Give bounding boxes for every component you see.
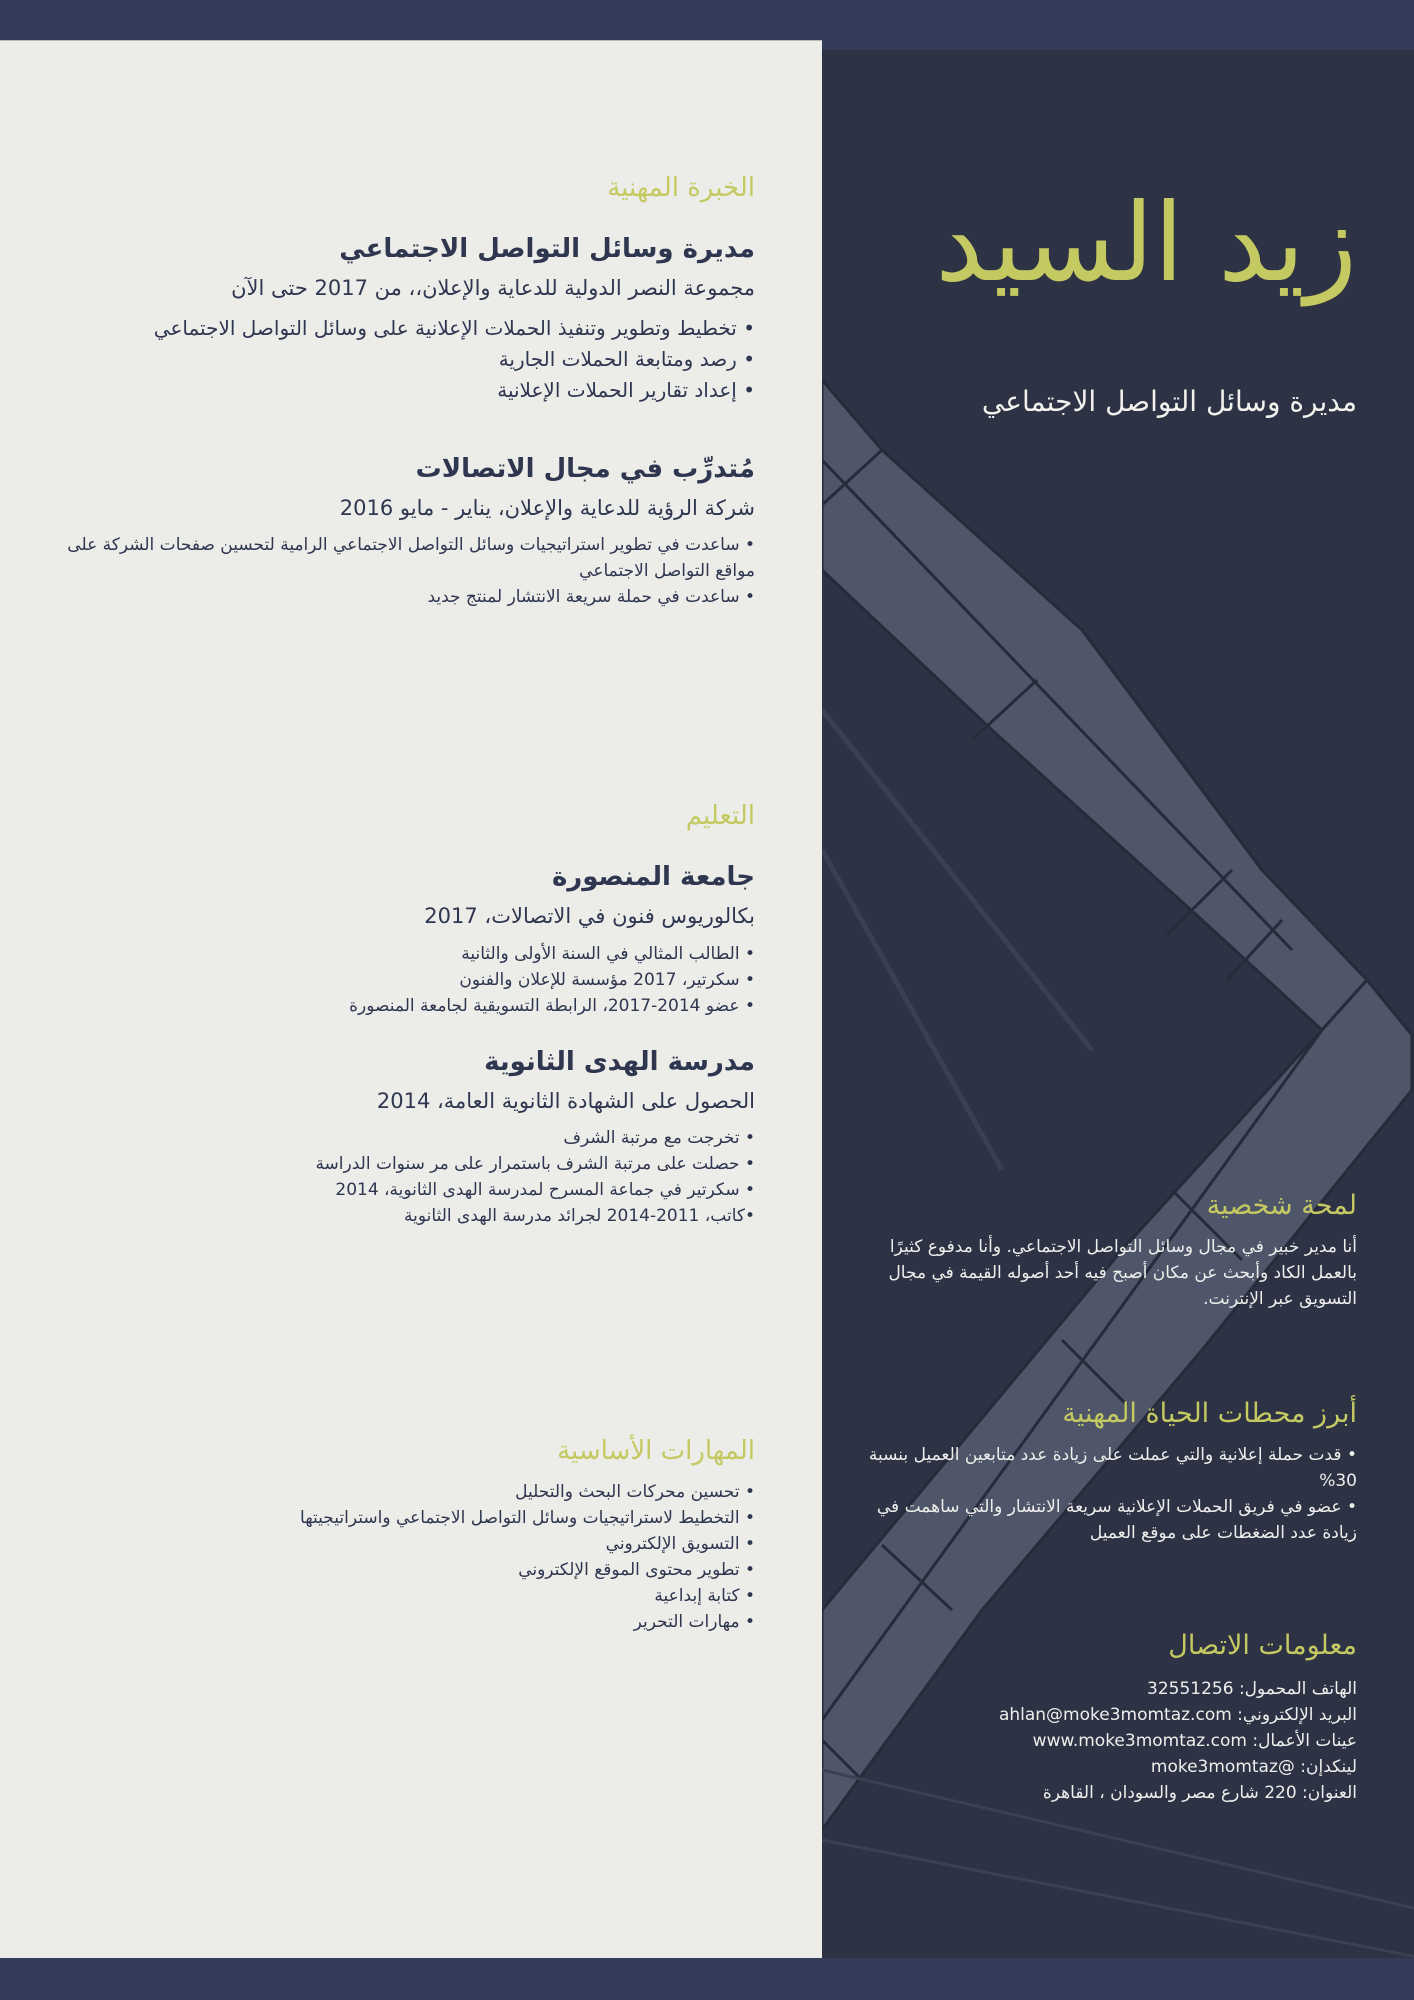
- contact-email: [857, 1702, 1357, 1728]
- skill-item: • تحسين محركات البحث والتحليل: [515, 1482, 755, 1503]
- portfolio-link[interactable]: www.moke3momtaz.com: [1032, 1731, 1247, 1752]
- school-bullet: • حصلت على مرتبة الشرف باستمرار على مر سنوات الدراسة: [315, 1154, 755, 1175]
- job-title: مُتدرِّب في مجال الاتصالات: [415, 453, 755, 484]
- job-bullets: [65, 313, 755, 406]
- skill-item: • التخطيط لاستراتيجيات وسائل التواصل الاجتماعي واستراتيجيتها: [300, 1508, 755, 1529]
- job-entry: [65, 234, 755, 405]
- school-bullet: • سكرتير في جماعة المسرح لمدرسة الهدى الثانوية، 2014: [335, 1180, 755, 1201]
- job-bullets: [65, 532, 755, 610]
- contact-linkedin: [857, 1754, 1357, 1780]
- job-bullet: • ساعدت في حملة سريعة الانتشار لمنتج جديد: [427, 587, 755, 608]
- profile-title: لمحة شخصية: [1206, 1190, 1357, 1221]
- school-bullet: •كاتب، 2011-2014 لجرائد مدرسة الهدى الثانوية: [404, 1206, 755, 1227]
- linkedin-label: لينكدإن:: [1294, 1757, 1357, 1778]
- job-company-dates: شركة الرؤية للدعاية والإعلان، يناير - مايو 2016: [339, 495, 755, 520]
- school-entry: [65, 862, 755, 1018]
- linkedin-link[interactable]: @moke3momtaz: [1150, 1757, 1295, 1778]
- candidate-role: مديرة وسائل التواصل الاجتماعي: [981, 385, 1357, 418]
- bottom-band: [0, 1958, 1414, 2000]
- contact-phone: [857, 1676, 1357, 1702]
- school-bullet: • تخرجت مع مرتبة الشرف: [563, 1128, 755, 1149]
- school-degree: بكالوريوس فنون في الاتصالات، 2017: [424, 904, 755, 929]
- profile-section: [857, 1190, 1357, 1312]
- skills-title: المهارات الأساسية: [557, 1436, 755, 1466]
- job-bullet: • إعداد تقارير الحملات الإعلانية: [497, 377, 755, 402]
- email-link[interactable]: ahlan@moke3momtaz.com: [998, 1705, 1232, 1726]
- address-value: 220 شارع مصر والسودان ، القاهرة: [1042, 1783, 1297, 1804]
- profile-text: أنا مدير خبير في مجال وسائل التواصل الاجتماعي. وأنا مدفوع كثيرًا بالعمل الكاد وأبحث عن مكان أصبح فيه أحد أصوله القيمة في مجال التسويق عبر الإنترنت.: [888, 1237, 1357, 1310]
- school-name: مدرسة الهدى الثانوية: [484, 1046, 755, 1077]
- job-bullet: • ساعدت في تطوير استراتيجيات وسائل التواصل الاجتماعي الرامية لتحسين صفحات الشركة على مواقع التواصل الاجتماعي: [67, 535, 755, 582]
- phone-label: الهاتف المحمول:: [1233, 1679, 1357, 1700]
- skills-section: [65, 1436, 755, 1635]
- experience-title: الخبرة المهنية: [607, 173, 755, 203]
- skills-list: [65, 1479, 755, 1635]
- job-company-dates: مجموعة النصر الدولية للدعاية والإعلان،، من 2017 حتى الآن: [231, 276, 755, 301]
- school-bullets: [65, 1125, 755, 1229]
- contact-section: [857, 1630, 1357, 1806]
- school-bullet: • عضو 2014-2017، الرابطة التسويقية لجامعة المنصورة: [349, 995, 755, 1016]
- highlight-item: • عضو في فريق الحملات الإعلانية سريعة الانتشار والتي ساهمت في زيادة عدد الضغطات على موقع العميل: [876, 1497, 1357, 1544]
- job-bullet: • رصد ومتابعة الحملات الجارية: [498, 346, 755, 371]
- job-title: مديرة وسائل التواصل الاجتماعي: [339, 234, 755, 265]
- experience-section: [65, 173, 755, 610]
- highlight-item: • قدت حملة إعلانية والتي عملت على زيادة عدد متابعين العميل بنسبة 30%: [868, 1445, 1357, 1492]
- contact-portfolio: [857, 1728, 1357, 1754]
- contact-address: [857, 1780, 1357, 1806]
- candidate-name: زيد السيد: [935, 181, 1357, 306]
- education-section: [65, 801, 755, 1229]
- school-bullets: [65, 941, 755, 1019]
- address-label: العنوان:: [1296, 1783, 1357, 1804]
- school-name: جامعة المنصورة: [551, 862, 755, 893]
- job-bullet: • تخطيط وتطوير وتنفيذ الحملات الإعلانية على وسائل التواصل الاجتماعي: [153, 315, 755, 340]
- highlights-section: [857, 1398, 1357, 1546]
- sidebar-panel: [822, 50, 1414, 1958]
- portfolio-label: عينات الأعمال:: [1246, 1731, 1357, 1752]
- contact-title: معلومات الاتصال: [1168, 1630, 1357, 1661]
- school-degree: الحصول على الشهادة الثانوية العامة، 2014: [376, 1088, 755, 1113]
- phone-value: 32551256: [1147, 1679, 1234, 1700]
- email-label: البريد الإلكتروني:: [1231, 1705, 1357, 1726]
- main-panel: [0, 40, 822, 1959]
- skill-item: • تطوير محتوى الموقع الإلكتروني: [518, 1560, 755, 1581]
- skill-item: • التسويق الإلكتروني: [605, 1534, 755, 1555]
- job-entry: [65, 454, 755, 610]
- school-bullet: • سكرتير، 2017 مؤسسة للإعلان والفنون: [459, 969, 755, 990]
- skill-item: • مهارات التحرير: [633, 1612, 755, 1633]
- school-bullet: • الطالب المثالي في السنة الأولى والثانية: [461, 943, 755, 964]
- school-entry: [65, 1047, 755, 1229]
- highlights-title: أبرز محطات الحياة المهنية: [1062, 1398, 1357, 1429]
- skill-item: • كتابة إبداعية: [654, 1586, 755, 1607]
- education-title: التعليم: [685, 801, 755, 831]
